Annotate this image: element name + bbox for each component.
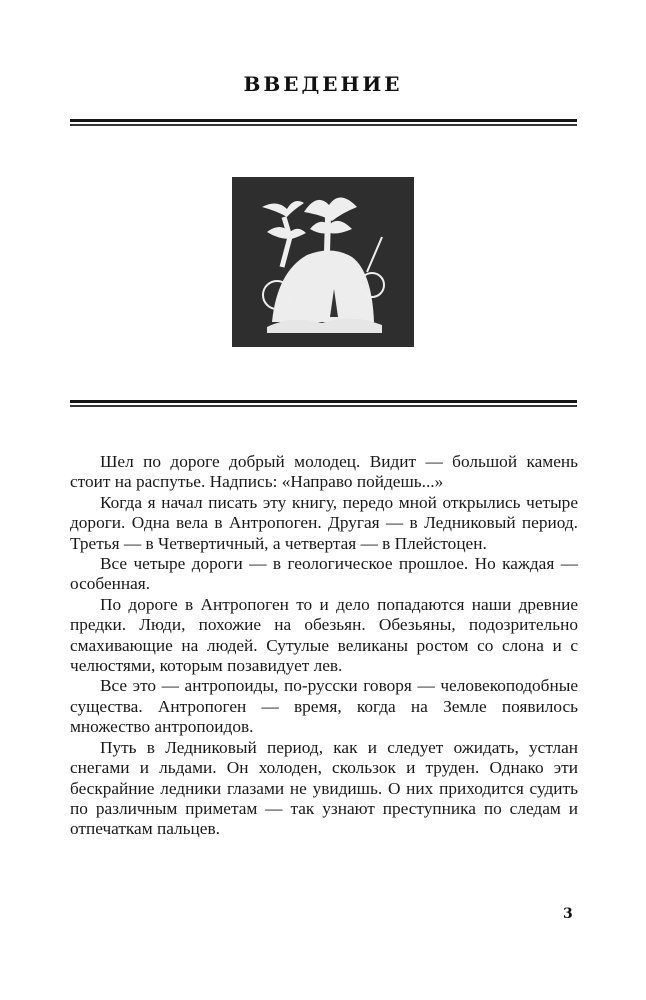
paragraph: Путь в Ледниковый период, как и следует ожидать, устлан снегами и льдами. Он холоден, скользок и труден. Однако эти бескрайние ледники глазами не увидишь. О них приходится судить по различным приметам — так узнают преступника по следам и отпечаткам пальцев. xyxy=(70,737,578,839)
paragraph: По дороге в Антропоген то и дело попадаются наши древние предки. Люди, похожие на обезьян. Обезьяны, подозрительно смахивающие на людей. Сутулые великаны ростом со слона и с челюстями, которым позавидует лев. xyxy=(70,594,578,676)
paragraph: Все четыре дороги — в геологическое прошлое. Но каждая — особенная. xyxy=(70,554,578,594)
prehistoric-landscape-illustration xyxy=(232,177,414,347)
paragraph: Все это — антропоиды, по-русски говоря — человекоподобные существа. Антропоген — время, когда на Земле появилось множество антропоидов. xyxy=(70,676,578,737)
chapter-heading: ВВЕДЕНИЕ xyxy=(243,72,403,96)
body-text xyxy=(70,452,578,840)
page-number: 3 xyxy=(563,906,573,922)
top-double-rule xyxy=(70,119,577,126)
palm-trees-rock-icon xyxy=(232,177,414,347)
bottom-double-rule xyxy=(70,400,577,407)
paragraph: Шел по дороге добрый молодец. Видит — большой камень стоит на распутье. Надпись: «Направо пойдешь...» xyxy=(70,452,578,492)
paragraph: Когда я начал писать эту книгу, передо мной открылись четыре дороги. Одна вела в Антропоген. Другая — в Ледниковый период. Третья — в Четвертичный, а четвертая — в Плейстоцен. xyxy=(70,492,578,553)
